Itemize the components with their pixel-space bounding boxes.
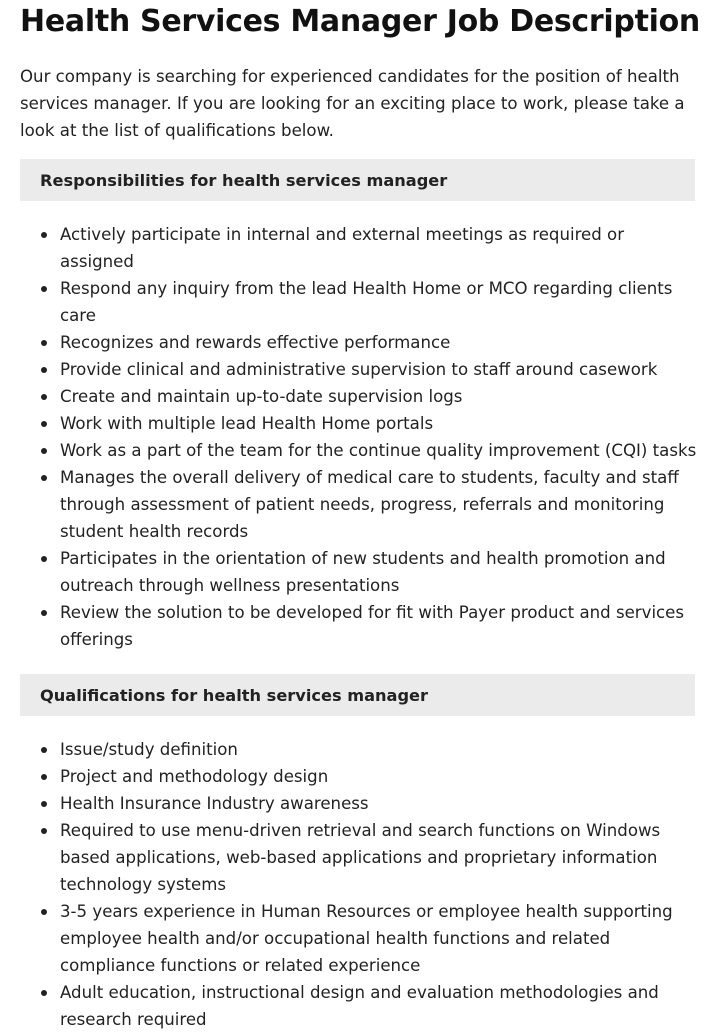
list-item: Actively participate in internal and external meetings as required or assigned — [20, 221, 702, 275]
list-item: Recognizes and rewards effective performance — [20, 329, 702, 356]
list-item: Manages the overall delivery of medical care to students, faculty and staff through assessment of patient needs, progress, referrals and monitoring student health records — [20, 464, 702, 545]
list-item: Work with multiple lead Health Home portals — [20, 410, 702, 437]
list-item: Work as a part of the team for the continue quality improvement (CQI) tasks — [20, 437, 702, 464]
qualifications-list — [20, 736, 702, 1033]
responsibilities-heading: Responsibilities for health services manager — [20, 159, 695, 201]
qualifications-heading: Qualifications for health services manager — [20, 674, 695, 716]
list-item: Provide clinical and administrative supervision to staff around casework — [20, 356, 702, 383]
list-item: Project and methodology design — [20, 763, 702, 790]
list-item: 3-5 years experience in Human Resources or employee health supporting employee health and/or occupational health functions and related compliance functions or related experience — [20, 898, 702, 979]
page-title: Health Services Manager Job Description — [20, 4, 700, 39]
list-item: Review the solution to be developed for fit with Payer product and services offerings — [20, 599, 702, 653]
responsibilities-list — [20, 221, 702, 653]
list-item: Respond any inquiry from the lead Health Home or MCO regarding clients care — [20, 275, 702, 329]
list-item: Adult education, instructional design and evaluation methodologies and research required — [20, 979, 702, 1033]
list-item: Participates in the orientation of new students and health promotion and outreach through wellness presentations — [20, 545, 702, 599]
intro-paragraph: Our company is searching for experienced candidates for the position of health services manager. If you are looking for an exciting place to work, please take a look at the list of qualifications below. — [20, 67, 685, 140]
list-item: Health Insurance Industry awareness — [20, 790, 702, 817]
list-item: Issue/study definition — [20, 736, 702, 763]
list-item: Create and maintain up-to-date supervision logs — [20, 383, 702, 410]
list-item: Required to use menu-driven retrieval and search functions on Windows based applications, web-based applications and proprietary information technology systems — [20, 817, 702, 898]
